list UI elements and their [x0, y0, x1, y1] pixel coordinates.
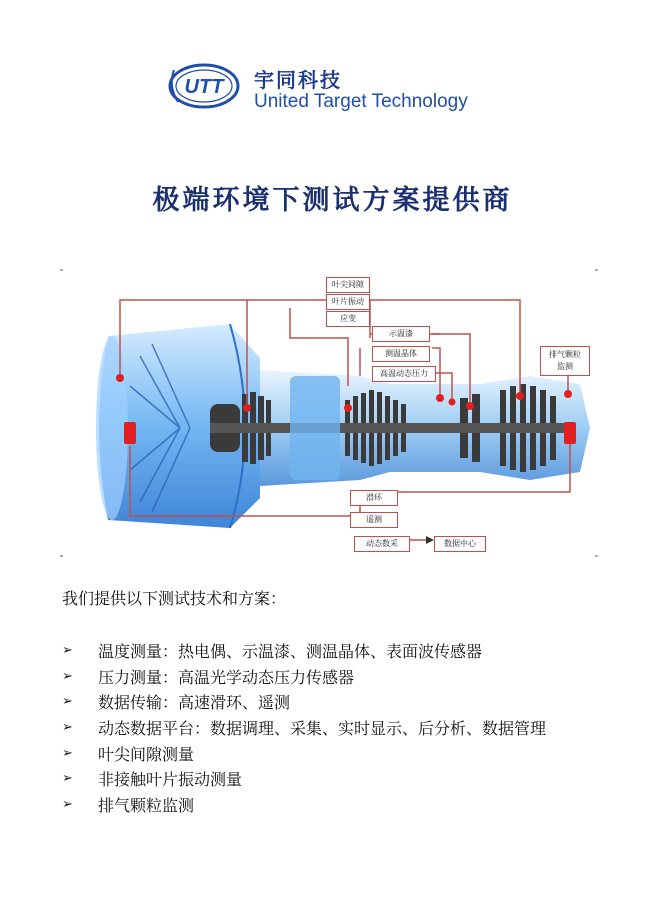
- logo-badge-text: UTT: [184, 76, 224, 98]
- company-name-en: United Target Technology: [254, 91, 468, 112]
- label-blade-vibration: 叶片振动: [326, 294, 370, 310]
- label-hitemp-pressure: 高温动态压力: [372, 366, 436, 382]
- list-item: ➢ 排气颗粒监测: [62, 795, 195, 815]
- bullet-arrow-icon: ➢: [62, 720, 73, 736]
- company-name-cn: 宇同科技: [254, 68, 342, 92]
- list-item: ➢ 非接触叶片振动测量: [62, 770, 243, 790]
- label-data-center: 数据中心: [434, 536, 486, 552]
- page-title: 极端环境下测试方案提供商: [152, 185, 513, 216]
- intro-text: 我们提供以下测试技术和方案：: [62, 589, 287, 608]
- bullet-arrow-icon: ➢: [62, 796, 73, 812]
- label-telemetry: 遥测: [350, 512, 398, 528]
- label-dynamic-data: 动态数采: [354, 536, 410, 552]
- list-item: ➢ 压力测量：高温光学动态压力传感器: [62, 667, 355, 687]
- engine-test-diagram: [60, 266, 600, 560]
- label-temp-paint: 示温漆: [372, 326, 430, 342]
- label-slip-ring: 滑环: [350, 490, 398, 506]
- list-item: ➢ 数据传输：高速滑环、遥测: [62, 693, 291, 713]
- bullet-arrow-icon: ➢: [62, 643, 73, 659]
- list-item: ➢ 叶尖间隙测量: [62, 744, 195, 764]
- company-logo: [166, 60, 506, 122]
- label-exhaust-particle: [540, 346, 590, 376]
- label-strain: 应变: [326, 311, 370, 327]
- list-item: ➢ 温度测量：热电偶、示温漆、测温晶体、表面波传感器: [62, 642, 483, 662]
- bullet-arrow-icon: ➢: [62, 668, 73, 684]
- label-temp-crystal: 测温晶体: [372, 346, 430, 362]
- list-item: ➢ 动态数据平台：数据调理、采集、实时显示、后分析、数据管理: [62, 719, 547, 739]
- label-tip-clearance: 叶尖间隙: [326, 277, 370, 293]
- label-exhaust-line2: 监测: [557, 362, 573, 371]
- label-exhaust-line1: 排气颗粒: [549, 350, 581, 359]
- bullet-arrow-icon: ➢: [62, 694, 73, 710]
- bullet-arrow-icon: ➢: [62, 771, 73, 787]
- utt-logo-icon: [166, 60, 244, 112]
- bullet-arrow-icon: ➢: [62, 745, 73, 761]
- service-list: [62, 638, 546, 817]
